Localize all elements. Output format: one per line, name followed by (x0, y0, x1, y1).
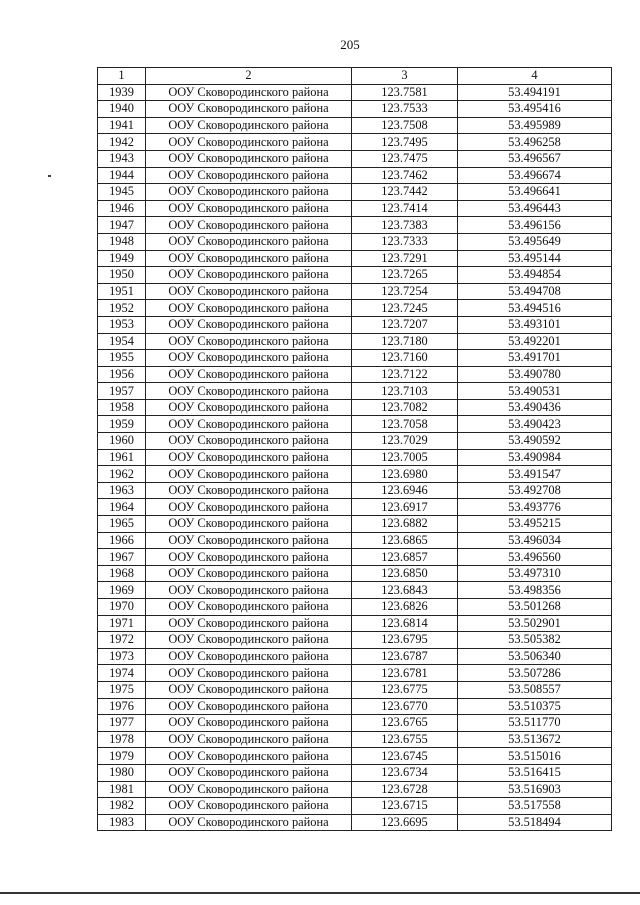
latitude-cell: 53.515016 (458, 748, 612, 765)
latitude-cell: 53.490436 (458, 399, 612, 416)
latitude-cell: 53.513672 (458, 731, 612, 748)
row-number-cell: 1961 (98, 449, 146, 466)
longitude-cell: 123.7082 (352, 399, 458, 416)
latitude-cell: 53.490780 (458, 366, 612, 383)
organization-cell: ООУ Сковородинского района (146, 665, 352, 682)
table-row (98, 798, 612, 815)
latitude-cell: 53.496258 (458, 134, 612, 151)
longitude-cell: 123.6917 (352, 499, 458, 516)
longitude-cell: 123.7103 (352, 383, 458, 400)
row-number-cell: 1965 (98, 516, 146, 533)
organization-cell: ООУ Сковородинского района (146, 599, 352, 616)
latitude-cell: 53.491547 (458, 466, 612, 483)
latitude-cell: 53.511770 (458, 715, 612, 732)
longitude-cell: 123.7333 (352, 233, 458, 250)
organization-cell: ООУ Сковородинского района (146, 482, 352, 499)
row-number-cell: 1976 (98, 698, 146, 715)
latitude-cell: 53.494516 (458, 300, 612, 317)
latitude-cell: 53.495989 (458, 117, 612, 134)
longitude-cell: 123.6781 (352, 665, 458, 682)
table-row (98, 549, 612, 566)
row-number-cell: 1950 (98, 267, 146, 284)
longitude-cell: 123.6765 (352, 715, 458, 732)
organization-cell: ООУ Сковородинского района (146, 217, 352, 234)
organization-cell: ООУ Сковородинского района (146, 316, 352, 333)
page-number: 205 (340, 37, 360, 52)
row-number-cell: 1942 (98, 134, 146, 151)
longitude-cell: 123.6980 (352, 466, 458, 483)
organization-cell: ООУ Сковородинского района (146, 150, 352, 167)
longitude-cell: 123.7058 (352, 416, 458, 433)
column-header: 3 (352, 68, 458, 85)
row-number-cell: 1980 (98, 764, 146, 781)
table-row (98, 267, 612, 284)
organization-cell: ООУ Сковородинского района (146, 565, 352, 582)
organization-cell: ООУ Сковородинского района (146, 333, 352, 350)
organization-cell: ООУ Сковородинского района (146, 383, 352, 400)
organization-cell: ООУ Сковородинского района (146, 582, 352, 599)
longitude-cell: 123.6755 (352, 731, 458, 748)
table-row (98, 681, 612, 698)
table-row (98, 333, 612, 350)
row-number-cell: 1968 (98, 565, 146, 582)
longitude-cell: 123.7245 (352, 300, 458, 317)
latitude-cell: 53.494854 (458, 267, 612, 284)
organization-cell: ООУ Сковородинского района (146, 516, 352, 533)
table-row (98, 532, 612, 549)
longitude-cell: 123.6695 (352, 814, 458, 831)
longitude-cell: 123.6857 (352, 549, 458, 566)
latitude-cell: 53.492708 (458, 482, 612, 499)
longitude-cell: 123.7462 (352, 167, 458, 184)
longitude-cell: 123.7122 (352, 366, 458, 383)
latitude-cell: 53.516415 (458, 764, 612, 781)
latitude-cell: 53.496443 (458, 200, 612, 217)
latitude-cell: 53.491701 (458, 350, 612, 367)
organization-cell: ООУ Сковородинского района (146, 549, 352, 566)
organization-cell: ООУ Сковородинского района (146, 283, 352, 300)
longitude-cell: 123.7207 (352, 316, 458, 333)
organization-cell: ООУ Сковородинского района (146, 250, 352, 267)
row-number-cell: 1979 (98, 748, 146, 765)
organization-cell: ООУ Сковородинского района (146, 134, 352, 151)
column-header: 1 (98, 68, 146, 85)
longitude-cell: 123.6775 (352, 681, 458, 698)
longitude-cell: 123.7508 (352, 117, 458, 134)
row-number-cell: 1951 (98, 283, 146, 300)
table-header-row (98, 68, 612, 85)
longitude-cell: 123.6814 (352, 615, 458, 632)
table-row (98, 217, 612, 234)
table-row (98, 366, 612, 383)
latitude-cell: 53.496156 (458, 217, 612, 234)
table-row (98, 781, 612, 798)
latitude-cell: 53.510375 (458, 698, 612, 715)
longitude-cell: 123.6728 (352, 781, 458, 798)
table-row (98, 84, 612, 101)
organization-cell: ООУ Сковородинского района (146, 267, 352, 284)
table-row (98, 449, 612, 466)
table-row (98, 698, 612, 715)
row-number-cell: 1963 (98, 482, 146, 499)
longitude-cell: 123.6843 (352, 582, 458, 599)
longitude-cell: 123.7442 (352, 184, 458, 201)
latitude-cell: 53.490531 (458, 383, 612, 400)
table-row (98, 748, 612, 765)
table-row (98, 134, 612, 151)
longitude-cell: 123.7414 (352, 200, 458, 217)
row-number-cell: 1969 (98, 582, 146, 599)
longitude-cell: 123.6734 (352, 764, 458, 781)
longitude-cell: 123.6787 (352, 648, 458, 665)
table-row (98, 764, 612, 781)
row-number-cell: 1970 (98, 599, 146, 616)
latitude-cell: 53.507286 (458, 665, 612, 682)
longitude-cell: 123.7254 (352, 283, 458, 300)
table-row (98, 615, 612, 632)
organization-cell: ООУ Сковородинского района (146, 101, 352, 118)
longitude-cell: 123.7265 (352, 267, 458, 284)
longitude-cell: 123.7581 (352, 84, 458, 101)
table-row (98, 416, 612, 433)
latitude-cell: 53.495649 (458, 233, 612, 250)
row-number-cell: 1962 (98, 466, 146, 483)
row-number-cell: 1958 (98, 399, 146, 416)
row-number-cell: 1945 (98, 184, 146, 201)
organization-cell: ООУ Сковородинского района (146, 715, 352, 732)
row-number-cell: 1944 (98, 167, 146, 184)
column-header: 2 (146, 68, 352, 85)
latitude-cell: 53.498356 (458, 582, 612, 599)
table-row (98, 466, 612, 483)
stray-mark (48, 175, 51, 177)
latitude-cell: 53.496567 (458, 150, 612, 167)
row-number-cell: 1949 (98, 250, 146, 267)
bottom-rule (0, 892, 640, 894)
latitude-cell: 53.517558 (458, 798, 612, 815)
longitude-cell: 123.7475 (352, 150, 458, 167)
organization-cell: ООУ Сковородинского района (146, 615, 352, 632)
table-row (98, 582, 612, 599)
organization-cell: ООУ Сковородинского района (146, 748, 352, 765)
organization-cell: ООУ Сковородинского района (146, 167, 352, 184)
row-number-cell: 1948 (98, 233, 146, 250)
latitude-cell: 53.501268 (458, 599, 612, 616)
organization-cell: ООУ Сковородинского района (146, 648, 352, 665)
table-row (98, 814, 612, 831)
table-row (98, 117, 612, 134)
longitude-cell: 123.6882 (352, 516, 458, 533)
table-row (98, 499, 612, 516)
table-row (98, 599, 612, 616)
row-number-cell: 1977 (98, 715, 146, 732)
row-number-cell: 1978 (98, 731, 146, 748)
row-number-cell: 1940 (98, 101, 146, 118)
longitude-cell: 123.7291 (352, 250, 458, 267)
latitude-cell: 53.516903 (458, 781, 612, 798)
row-number-cell: 1966 (98, 532, 146, 549)
latitude-cell: 53.505382 (458, 632, 612, 649)
organization-cell: ООУ Сковородинского района (146, 632, 352, 649)
latitude-cell: 53.502901 (458, 615, 612, 632)
latitude-cell: 53.495416 (458, 101, 612, 118)
row-number-cell: 1982 (98, 798, 146, 815)
row-number-cell: 1946 (98, 200, 146, 217)
longitude-cell: 123.7029 (352, 433, 458, 450)
column-header: 4 (458, 68, 612, 85)
longitude-cell: 123.6946 (352, 482, 458, 499)
row-number-cell: 1960 (98, 433, 146, 450)
longitude-cell: 123.6795 (352, 632, 458, 649)
row-number-cell: 1941 (98, 117, 146, 134)
latitude-cell: 53.493101 (458, 316, 612, 333)
table-row (98, 565, 612, 582)
longitude-cell: 123.6715 (352, 798, 458, 815)
organization-cell: ООУ Сковородинского района (146, 350, 352, 367)
latitude-cell: 53.493776 (458, 499, 612, 516)
longitude-cell: 123.7533 (352, 101, 458, 118)
row-number-cell: 1972 (98, 632, 146, 649)
row-number-cell: 1983 (98, 814, 146, 831)
organization-cell: ООУ Сковородинского района (146, 698, 352, 715)
table-row (98, 233, 612, 250)
organization-cell: ООУ Сковородинского района (146, 681, 352, 698)
latitude-cell: 53.508557 (458, 681, 612, 698)
table-row (98, 482, 612, 499)
row-number-cell: 1953 (98, 316, 146, 333)
row-number-cell: 1955 (98, 350, 146, 367)
row-number-cell: 1974 (98, 665, 146, 682)
table-row (98, 350, 612, 367)
latitude-cell: 53.494191 (458, 84, 612, 101)
table-row (98, 150, 612, 167)
row-number-cell: 1943 (98, 150, 146, 167)
organization-cell: ООУ Сковородинского района (146, 233, 352, 250)
row-number-cell: 1954 (98, 333, 146, 350)
organization-cell: ООУ Сковородинского района (146, 499, 352, 516)
table-row (98, 632, 612, 649)
row-number-cell: 1959 (98, 416, 146, 433)
row-number-cell: 1964 (98, 499, 146, 516)
row-number-cell: 1975 (98, 681, 146, 698)
table-row (98, 516, 612, 533)
latitude-cell: 53.496034 (458, 532, 612, 549)
longitude-cell: 123.6865 (352, 532, 458, 549)
longitude-cell: 123.6770 (352, 698, 458, 715)
organization-cell: ООУ Сковородинского района (146, 184, 352, 201)
organization-cell: ООУ Сковородинского района (146, 399, 352, 416)
latitude-cell: 53.494708 (458, 283, 612, 300)
latitude-cell: 53.495144 (458, 250, 612, 267)
longitude-cell: 123.6745 (352, 748, 458, 765)
latitude-cell: 53.492201 (458, 333, 612, 350)
table-row (98, 167, 612, 184)
longitude-cell: 123.7005 (352, 449, 458, 466)
latitude-cell: 53.518494 (458, 814, 612, 831)
table-row (98, 399, 612, 416)
row-number-cell: 1939 (98, 84, 146, 101)
coordinates-table (97, 67, 612, 831)
latitude-cell: 53.497310 (458, 565, 612, 582)
row-number-cell: 1971 (98, 615, 146, 632)
organization-cell: ООУ Сковородинского района (146, 366, 352, 383)
organization-cell: ООУ Сковородинского района (146, 449, 352, 466)
latitude-cell: 53.496674 (458, 167, 612, 184)
organization-cell: ООУ Сковородинского района (146, 798, 352, 815)
table-row (98, 316, 612, 333)
table-row (98, 283, 612, 300)
latitude-cell: 53.490592 (458, 433, 612, 450)
row-number-cell: 1957 (98, 383, 146, 400)
table-row (98, 250, 612, 267)
longitude-cell: 123.7383 (352, 217, 458, 234)
row-number-cell: 1973 (98, 648, 146, 665)
table-row (98, 300, 612, 317)
longitude-cell: 123.6826 (352, 599, 458, 616)
latitude-cell: 53.490984 (458, 449, 612, 466)
organization-cell: ООУ Сковородинского района (146, 781, 352, 798)
organization-cell: ООУ Сковородинского района (146, 814, 352, 831)
organization-cell: ООУ Сковородинского района (146, 117, 352, 134)
table-row (98, 433, 612, 450)
row-number-cell: 1952 (98, 300, 146, 317)
latitude-cell: 53.495215 (458, 516, 612, 533)
table-row (98, 184, 612, 201)
organization-cell: ООУ Сковородинского района (146, 84, 352, 101)
longitude-cell: 123.6850 (352, 565, 458, 582)
row-number-cell: 1956 (98, 366, 146, 383)
organization-cell: ООУ Сковородинского района (146, 300, 352, 317)
latitude-cell: 53.490423 (458, 416, 612, 433)
latitude-cell: 53.496560 (458, 549, 612, 566)
longitude-cell: 123.7160 (352, 350, 458, 367)
organization-cell: ООУ Сковородинского района (146, 764, 352, 781)
organization-cell: ООУ Сковородинского района (146, 731, 352, 748)
table-row (98, 200, 612, 217)
organization-cell: ООУ Сковородинского района (146, 466, 352, 483)
latitude-cell: 53.506340 (458, 648, 612, 665)
table-row (98, 383, 612, 400)
organization-cell: ООУ Сковородинского района (146, 416, 352, 433)
organization-cell: ООУ Сковородинского района (146, 433, 352, 450)
table-row (98, 715, 612, 732)
organization-cell: ООУ Сковородинского района (146, 200, 352, 217)
row-number-cell: 1967 (98, 549, 146, 566)
table-row (98, 648, 612, 665)
table-row (98, 731, 612, 748)
table-row (98, 665, 612, 682)
longitude-cell: 123.7495 (352, 134, 458, 151)
table-row (98, 101, 612, 118)
latitude-cell: 53.496641 (458, 184, 612, 201)
row-number-cell: 1981 (98, 781, 146, 798)
row-number-cell: 1947 (98, 217, 146, 234)
organization-cell: ООУ Сковородинского района (146, 532, 352, 549)
longitude-cell: 123.7180 (352, 333, 458, 350)
